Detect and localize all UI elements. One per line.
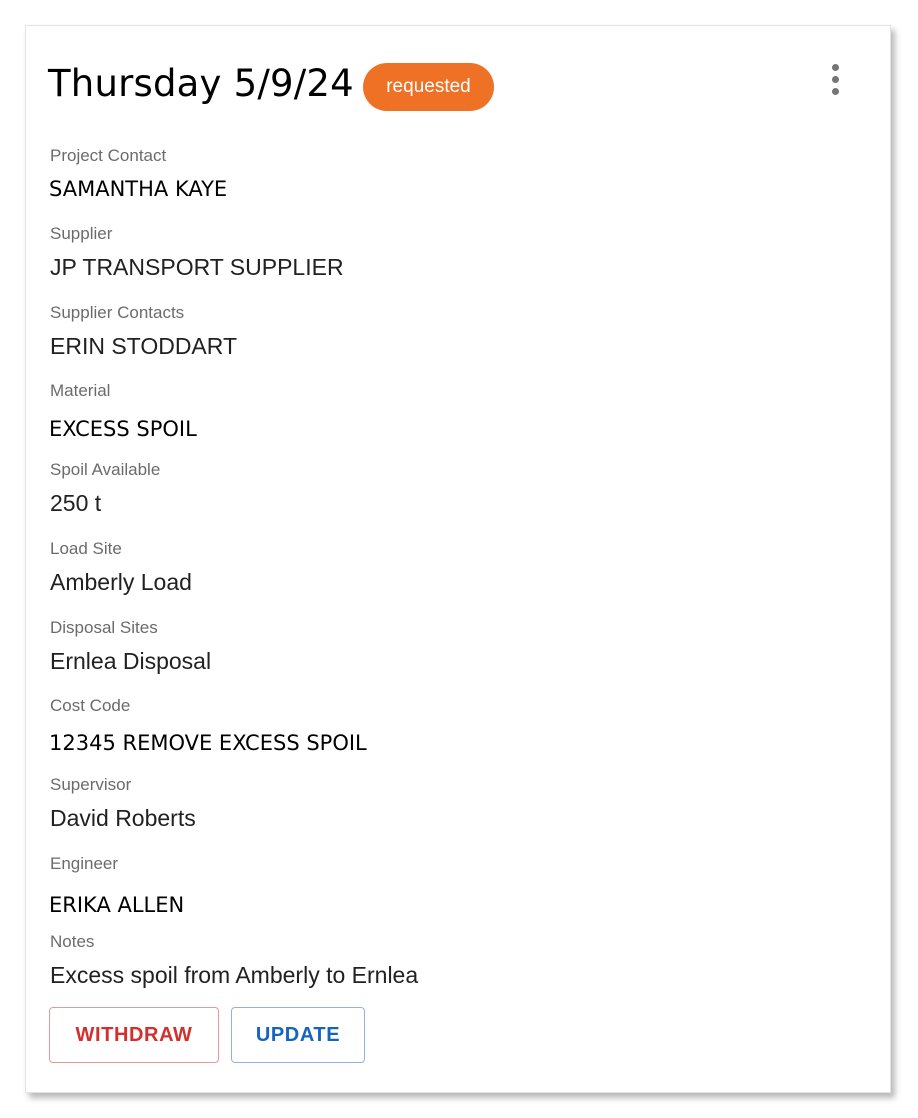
cost-code-value: 12345 REMOVE EXCESS SPOIL	[49, 731, 367, 755]
card-title: Thursday 5/9/24	[48, 62, 354, 105]
project-contact-label: Project Contact	[50, 146, 167, 165]
material-value: EXCESS SPOIL	[49, 417, 197, 441]
supplier-contacts-label: Supplier Contacts	[50, 303, 185, 322]
notes-label: Notes	[50, 932, 95, 951]
load-site-value: Amberly Load	[50, 569, 192, 595]
more-vert-icon[interactable]	[822, 60, 850, 100]
supervisor-value: David Roberts	[50, 805, 196, 831]
status-badge: requested	[363, 63, 494, 111]
engineer-label: Engineer	[50, 854, 119, 873]
supplier-label: Supplier	[50, 224, 113, 243]
supervisor-label: Supervisor	[50, 775, 132, 794]
project-contact-value: SAMANTHA KAYE	[49, 177, 228, 201]
supplier-contacts-value: ERIN STODDART	[50, 333, 238, 359]
cost-code-label: Cost Code	[50, 696, 131, 715]
load-site-label: Load Site	[50, 539, 122, 558]
material-label: Material	[50, 381, 111, 400]
notes-value: Excess spoil from Amberly to Ernlea	[50, 962, 419, 988]
booking-card	[25, 25, 891, 1093]
update-button[interactable]: UPDATE	[231, 1007, 365, 1063]
disposal-sites-value: Ernlea Disposal	[50, 648, 212, 674]
spoil-available-label: Spoil Available	[50, 460, 161, 479]
engineer-value: ERIKA ALLEN	[49, 893, 185, 917]
supplier-value: JP TRANSPORT SUPPLIER	[50, 254, 344, 280]
spoil-available-value: 250 t	[50, 490, 102, 516]
disposal-sites-label: Disposal Sites	[50, 618, 158, 637]
withdraw-button[interactable]: WITHDRAW	[49, 1007, 219, 1063]
